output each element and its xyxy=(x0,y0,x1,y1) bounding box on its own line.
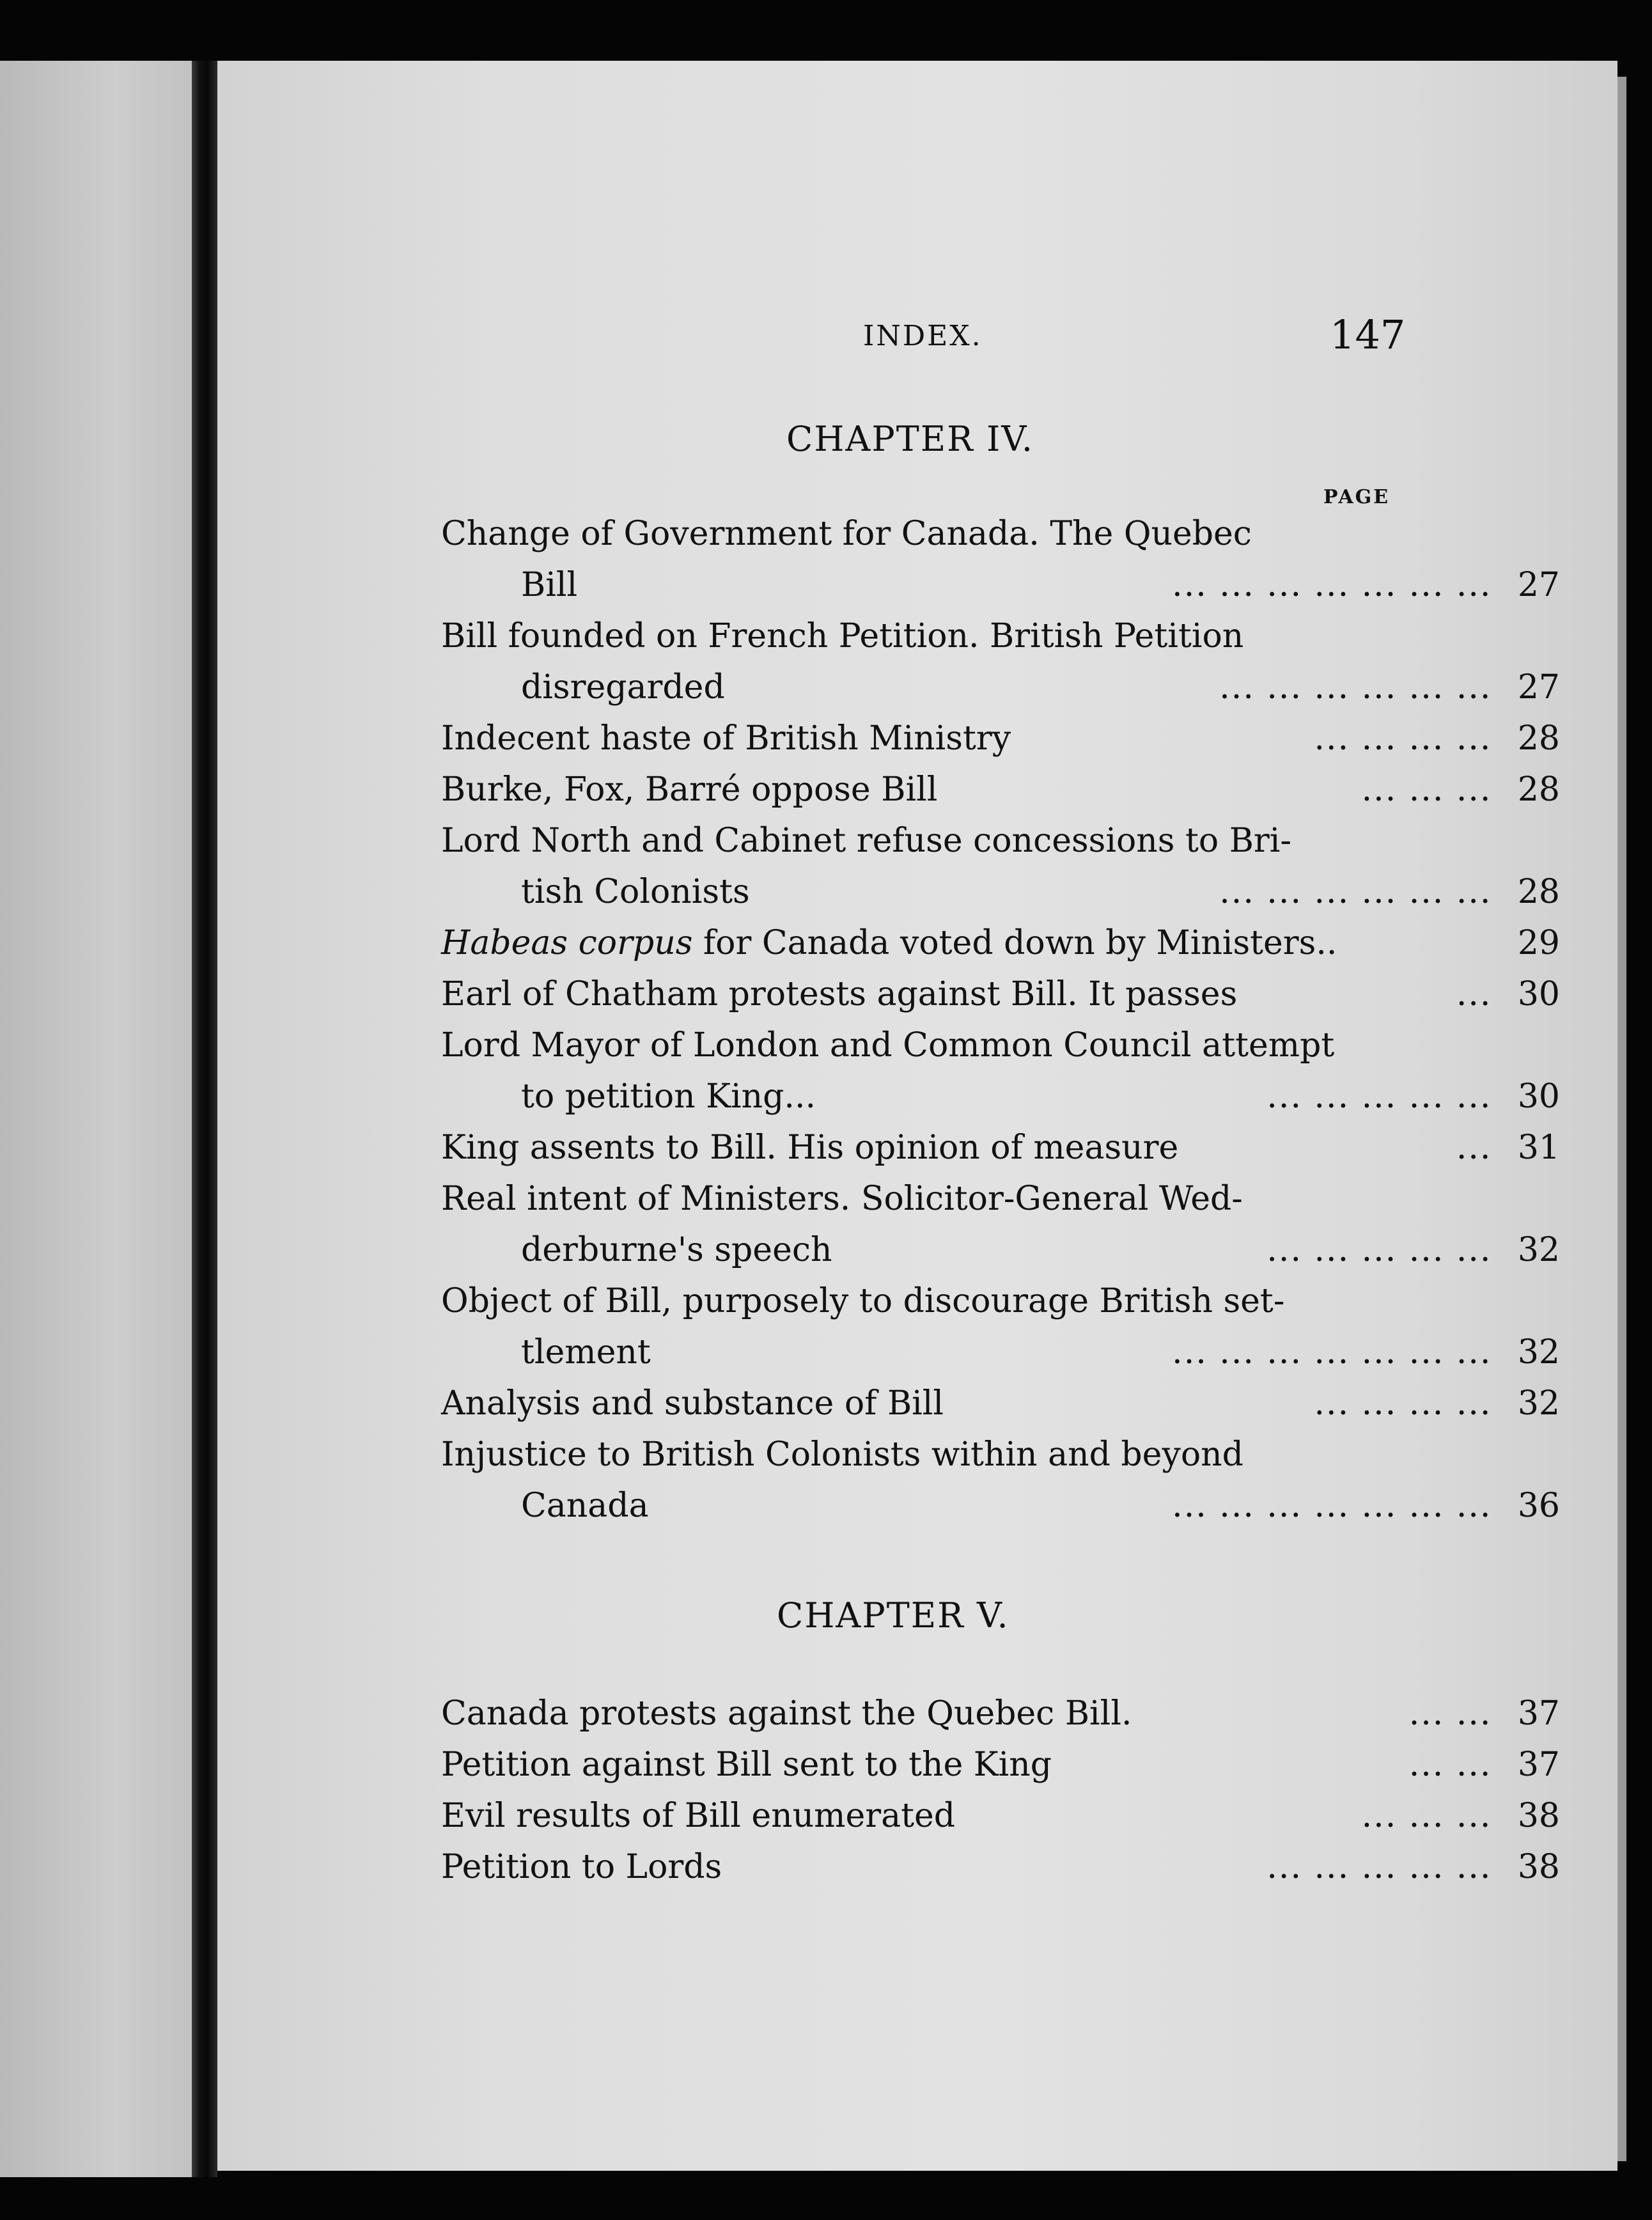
running-head: INDEX. xyxy=(863,320,983,352)
index-entry: Lord Mayor of London and Common Council attempt to petition King... ... ... ... ... ... 30 xyxy=(441,1020,1560,1122)
entry-line: Change of Government for Canada. The Quebec xyxy=(441,515,1252,553)
book-gutter xyxy=(192,61,217,2177)
index-entry: Bill founded on French Petition. British Petition disregarded ... ... ... ... ... ... 27 xyxy=(441,611,1560,713)
leader-dots: ... ... xyxy=(1408,1746,1492,1784)
index-page xyxy=(217,61,1617,2171)
entry-page: 30 xyxy=(1517,975,1560,1013)
entry-page: 28 xyxy=(1517,770,1560,809)
page-text xyxy=(217,61,1617,2171)
chapter-heading: CHAPTER IV. xyxy=(786,419,1034,459)
index-entry: Burke, Fox, Barré oppose Bill ... ... ... 28 xyxy=(441,764,1560,815)
index-entry: Petition to Lords ... ... ... ... ... 38 xyxy=(441,1841,1560,1893)
entry-line: Bill ... ... ... ... ... ... ... 27 xyxy=(441,559,1560,611)
leader-dots: ... ... ... ... xyxy=(1314,719,1492,758)
index-entry: Object of Bill, purposely to discourage British set- tlement ... ... ... ... ... ... ... 32 xyxy=(441,1276,1560,1378)
index-entry: Habeas corpus for Canada voted down by Ministers.. 29 xyxy=(441,918,1560,969)
entry-page: 29 xyxy=(1517,924,1560,962)
page-edge xyxy=(1617,77,1626,2161)
entry-page: 30 xyxy=(1517,1077,1560,1116)
leader-dots: ... ... ... ... ... ... ... xyxy=(1172,1487,1492,1525)
leader-dots: ... ... ... xyxy=(1361,1797,1492,1835)
index-entry: Indecent haste of British Ministry ... ... ... ... 28 xyxy=(441,713,1560,764)
leader-dots: ... xyxy=(1456,975,1492,1013)
page-number: 147 xyxy=(1330,311,1406,358)
entry-page: 37 xyxy=(1517,1746,1560,1784)
leader-dots: ... ... ... ... ... ... xyxy=(1219,873,1492,911)
index-entry: Petition against Bill sent to the King ... ... 37 xyxy=(441,1739,1560,1790)
leader-dots: ... xyxy=(1456,1129,1492,1167)
page-column-label: PAGE xyxy=(1323,486,1391,508)
leader-dots: ... ... ... ... ... xyxy=(1266,1077,1492,1116)
entry-page: 28 xyxy=(1517,873,1560,911)
leader-dots: ... ... ... ... xyxy=(1314,1384,1492,1423)
leader-dots: ... ... ... ... ... ... xyxy=(1219,668,1492,707)
index-entry: Real intent of Ministers. Solicitor-General Wed- derburne's speech ... ... ... ... ... 32 xyxy=(441,1173,1560,1276)
entry-page: 37 xyxy=(1517,1694,1560,1733)
entry-page: 32 xyxy=(1517,1384,1560,1423)
entry-page: 31 xyxy=(1517,1129,1560,1167)
entry-page: 27 xyxy=(1517,668,1560,707)
entry-page: 32 xyxy=(1517,1333,1560,1372)
entry-page: 38 xyxy=(1517,1797,1560,1835)
entry-page: 27 xyxy=(1517,566,1560,604)
index-entry: King assents to Bill. His opinion of measure ... 31 xyxy=(441,1122,1560,1173)
index-entry: Canada protests against the Quebec Bill. ... ... 37 xyxy=(441,1688,1560,1739)
entry-page: 36 xyxy=(1517,1487,1560,1525)
facing-page xyxy=(0,61,192,2177)
index-entry: Evil results of Bill enumerated ... ... ... 38 xyxy=(441,1790,1560,1841)
chapter-heading: CHAPTER V. xyxy=(777,1595,1009,1636)
leader-dots: ... ... ... ... ... xyxy=(1266,1231,1492,1269)
entry-page: 28 xyxy=(1517,719,1560,758)
index-entry xyxy=(441,508,1560,611)
leader-dots: ... ... ... ... ... ... ... xyxy=(1172,1333,1492,1372)
leader-dots: ... ... ... xyxy=(1361,770,1492,809)
entry-page: 38 xyxy=(1517,1848,1560,1886)
italic-term: Habeas corpus xyxy=(441,924,693,962)
entry-page: 32 xyxy=(1517,1231,1560,1269)
leader-dots: ... ... ... ... ... xyxy=(1266,1848,1492,1886)
index-entry: Lord North and Cabinet refuse concessions to Bri- tish Colonists ... ... ... ... ... ... 28 xyxy=(441,815,1560,918)
index-entry: Analysis and substance of Bill ... ... ... ... 32 xyxy=(441,1378,1560,1429)
leader-dots: ... ... ... ... ... ... ... xyxy=(1172,566,1492,604)
index-entry: Injustice to British Colonists within and beyond Canada ... ... ... ... ... ... ... 36 xyxy=(441,1429,1560,1531)
index-entry: Earl of Chatham protests against Bill. It passes ... 30 xyxy=(441,969,1560,1020)
leader-dots: ... ... xyxy=(1408,1694,1492,1733)
